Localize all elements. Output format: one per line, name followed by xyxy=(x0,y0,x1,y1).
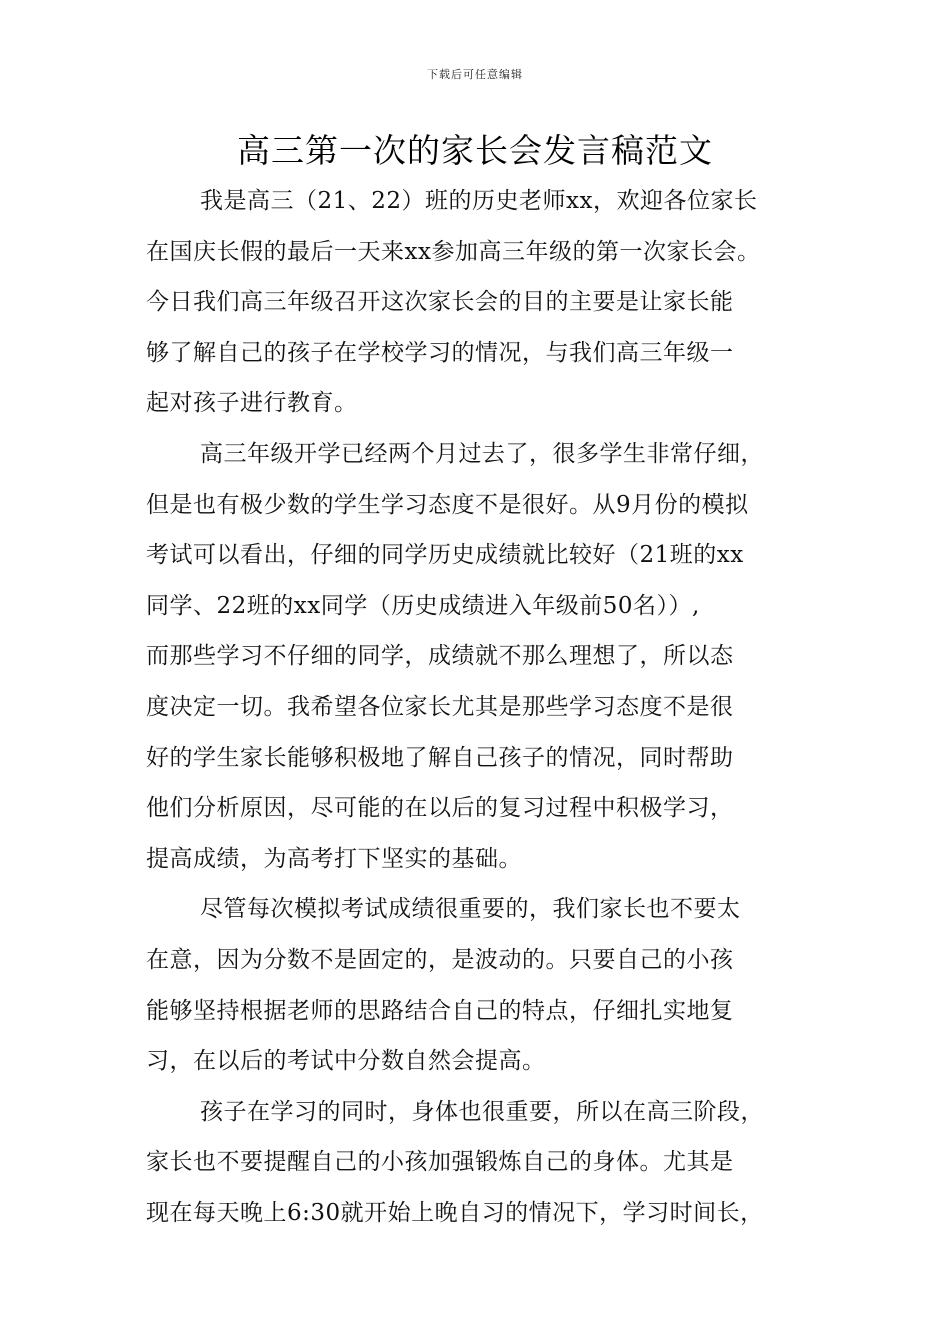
text-line: 度决定一切。我希望各位家长尤其是那些学习态度不是很 xyxy=(146,693,734,720)
text-line: 我是高三（21、22）班的历史老师xx，欢迎各位家长 xyxy=(200,188,758,214)
paragraph xyxy=(146,1087,836,1239)
text-line: 孩子在学习的同时，身体也很重要，所以在高三阶段， xyxy=(200,1098,764,1125)
paragraph xyxy=(146,884,836,1086)
text-line: 同学、22班的xx同学（历史成绩进入年级前50名））, xyxy=(146,592,700,619)
paragraph xyxy=(146,176,836,429)
text-line: 家长也不要提醒自己的小孩加强锻炼自己的身体。尤其是 xyxy=(146,1149,734,1176)
text-line: 够了解自己的孩子在学校学习的情况，与我们高三年级一 xyxy=(146,339,734,366)
text-line: 在意，因为分数不是固定的，是波动的。只要自己的小孩 xyxy=(146,946,734,973)
document-body xyxy=(146,176,836,1238)
text-line: 他们分析原因，尽可能的在以后的复习过程中积极学习， xyxy=(146,795,734,822)
text-line: 考试可以看出，仔细的同学历史成绩就比较好（21班的xx xyxy=(146,542,744,569)
text-line: 尽管每次模拟考试成绩很重要的，我们家长也不要太 xyxy=(200,896,741,923)
text-line: 今日我们高三年级召开这次家长会的目的主要是让家长能 xyxy=(146,289,734,316)
text-line: 现在每天晚上6:30就开始上晚自习的情况下，学习时间长， xyxy=(146,1199,764,1226)
text-line: 习，在以后的考试中分数自然会提高。 xyxy=(146,1048,546,1075)
text-line: 提高成绩，为高考打下坚实的基础。 xyxy=(146,845,522,872)
document-title: 高三第一次的家长会发言稿范文 xyxy=(237,131,713,170)
text-line: 但是也有极少数的学生学习态度不是很好。从9月份的模拟 xyxy=(146,491,749,518)
text-line: 能够坚持根据老师的思路结合自己的特点，仔细扎实地复 xyxy=(146,997,734,1024)
text-line: 在国庆长假的最后一天来xx参加高三年级的第一次家长会。 xyxy=(146,238,761,265)
text-line: 高三年级开学已经两个月过去了，很多学生非常仔细， xyxy=(200,440,764,467)
text-line: 而那些学习不仔细的同学，成绩就不那么理想了，所以态 xyxy=(146,643,734,670)
header-note: 下载后可任意编辑 xyxy=(427,68,523,81)
text-line: 好的学生家长能够积极地了解自己孩子的情况，同时帮助 xyxy=(146,744,734,771)
paragraph xyxy=(146,429,836,884)
text-line: 起对孩子进行教育。 xyxy=(146,390,358,417)
